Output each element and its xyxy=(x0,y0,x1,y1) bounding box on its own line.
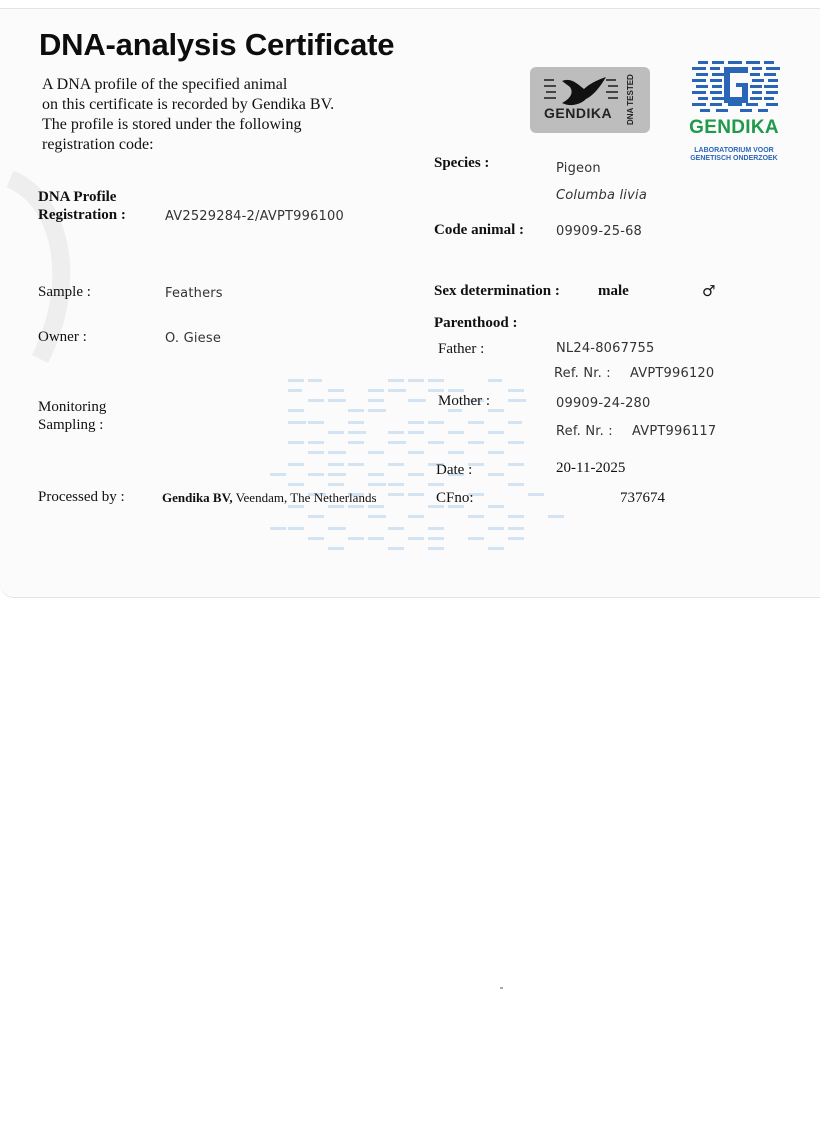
mother-value: 09909-24-280 xyxy=(556,396,651,411)
page-title: DNA-analysis Certificate xyxy=(39,27,395,62)
date-value: 20-11-2025 xyxy=(556,460,626,476)
owner-label: Owner : xyxy=(38,329,87,345)
code-animal-value: 09909-25-68 xyxy=(556,224,643,239)
father-ref-value: AVPT996120 xyxy=(630,366,715,381)
male-symbol-icon: ♂ xyxy=(702,282,716,300)
intro-line: registration code: xyxy=(42,136,154,153)
date-label: Date : xyxy=(436,462,473,478)
pigeon-icon xyxy=(540,73,624,109)
watermark-logo xyxy=(268,371,568,553)
certificate-card xyxy=(0,8,820,598)
logo-subtitle-line: GENETISCH ONDERZOEK xyxy=(690,155,778,162)
sex-value: male xyxy=(598,283,629,299)
mother-ref-label: Ref. Nr. : xyxy=(556,424,613,439)
father-value: NL24-8067755 xyxy=(556,341,655,356)
intro-paragraph xyxy=(42,75,334,155)
intro-line: The profile is stored under the following xyxy=(42,116,302,133)
sampling-label: Sampling : xyxy=(38,417,104,433)
father-ref-label: Ref. Nr. : xyxy=(554,366,611,381)
code-animal-label: Code animal : xyxy=(434,222,524,238)
registration-value: AV2529284-2/AVPT996100 xyxy=(165,209,344,224)
logo-subtitle-line: LABORATORIUM VOOR xyxy=(694,147,774,154)
intro-line: A DNA profile of the specified animal xyxy=(42,76,288,93)
owner-value: O. Giese xyxy=(165,331,222,346)
processed-by-company: Gendika BV, xyxy=(162,490,233,505)
sample-label: Sample : xyxy=(38,284,91,300)
cfno-value: 737674 xyxy=(620,490,665,506)
parenthood-label: Parenthood : xyxy=(434,315,518,331)
gendika-logo-icon xyxy=(690,59,782,115)
cfno-label: CFno: xyxy=(436,490,474,506)
species-latin-value: Columba livia xyxy=(556,188,647,203)
processed-by-label: Processed by : xyxy=(38,489,125,505)
sample-value: Feathers xyxy=(165,286,223,301)
species-label: Species : xyxy=(434,155,490,171)
dna-tag-brand: GENDIKA xyxy=(544,105,613,121)
mother-ref-value: AVPT996117 xyxy=(632,424,717,439)
species-common-value: Pigeon xyxy=(556,161,601,176)
intro-line: on this certificate is recorded by Gendika BV. xyxy=(42,96,335,113)
registration-label: Registration : xyxy=(38,207,126,223)
mother-label: Mother : xyxy=(438,393,491,409)
sex-determination-label: Sex determination : xyxy=(434,283,560,299)
processed-by-value xyxy=(162,490,377,506)
monitoring-label: Monitoring xyxy=(38,399,107,415)
processed-by-address: Veendam, The Netherlands xyxy=(235,490,377,505)
gendika-logo-subtitle xyxy=(686,147,782,163)
gendika-logo-text: GENDIKA xyxy=(689,117,779,138)
father-label: Father : xyxy=(438,341,485,357)
dna-profile-label: DNA Profile xyxy=(38,189,117,205)
dna-tag-vertical: DNA TESTED xyxy=(626,74,635,125)
dna-tested-tag xyxy=(530,67,650,133)
scan-speck xyxy=(500,987,503,989)
